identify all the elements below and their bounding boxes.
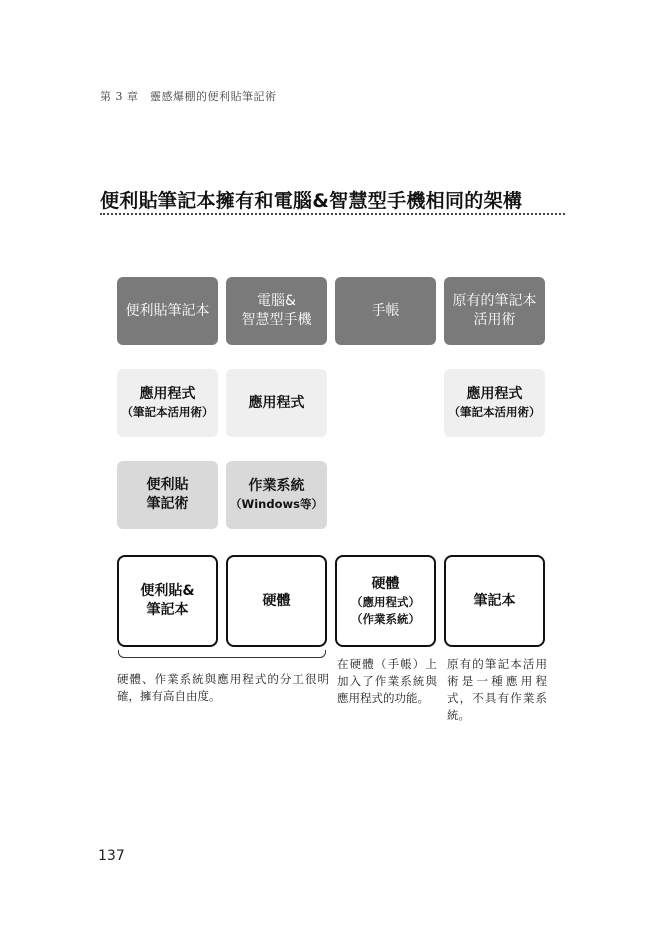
app-box-col4 bbox=[444, 369, 545, 437]
header-box-computer-smartphone bbox=[226, 277, 327, 345]
hardware-sublabel-2: （作業系統） bbox=[351, 611, 420, 626]
hardware-label-line2: 筆記本 bbox=[146, 602, 189, 618]
hardware-box-col1 bbox=[117, 555, 218, 647]
bracket-left-columns bbox=[118, 650, 326, 658]
app-label: 應用程式 bbox=[466, 386, 523, 402]
os-box-col2 bbox=[226, 461, 327, 529]
hardware-label: 硬體 bbox=[371, 575, 400, 592]
os-label-line2: 筆記術 bbox=[146, 496, 189, 512]
hardware-label-line1: 便利貼& bbox=[140, 583, 195, 599]
section-title: 便利貼筆記本擁有和電腦&智慧型手機相同的架構 bbox=[100, 190, 523, 212]
hardware-label: 硬體 bbox=[262, 592, 291, 609]
os-box-col1 bbox=[117, 461, 218, 529]
app-box-col1 bbox=[117, 369, 218, 437]
chapter-header: 第 3 章 靈感爆棚的便利貼筆記術 bbox=[100, 90, 277, 103]
header-label: 便利貼筆記本 bbox=[125, 302, 210, 319]
header-label: 手帳 bbox=[371, 302, 400, 319]
app-label: 應用程式 bbox=[139, 386, 196, 402]
app-sublabel: （筆記本活用術） bbox=[121, 405, 214, 419]
hardware-sublabel-1: （應用程式） bbox=[351, 594, 420, 609]
os-sublabel: （Windows等） bbox=[230, 497, 323, 511]
hardware-box-col3 bbox=[335, 555, 436, 647]
header-box-original-notebook bbox=[444, 277, 545, 345]
os-label: 作業系統 bbox=[248, 478, 305, 494]
note-right: 原有的筆記本活用術是一種應用程式，不具有作業系統。 bbox=[447, 657, 547, 722]
note-left: 硬體、作業系統與應用程式的分工很明確，擁有高自由度。 bbox=[117, 672, 329, 703]
app-label: 應用程式 bbox=[248, 394, 305, 411]
os-label-line1: 便利貼 bbox=[146, 477, 189, 493]
header-label-line2: 智慧型手機 bbox=[241, 312, 312, 328]
hardware-label: 筆記本 bbox=[473, 592, 516, 609]
header-label-line2: 活用術 bbox=[473, 312, 516, 328]
note-middle: 在硬體（手帳）上加入了作業系統與應用程式的功能。 bbox=[337, 657, 437, 705]
app-box-col2 bbox=[226, 369, 327, 437]
header-box-planner bbox=[335, 277, 436, 345]
page-number: 137 bbox=[98, 848, 125, 864]
app-sublabel: （筆記本活用術） bbox=[448, 405, 541, 419]
title-divider bbox=[100, 213, 565, 215]
header-label-line1: 原有的筆記本 bbox=[452, 293, 537, 309]
hardware-box-col4 bbox=[444, 555, 545, 647]
hardware-box-col2 bbox=[226, 555, 327, 647]
header-label-line1: 電腦& bbox=[257, 293, 296, 309]
header-box-sticky-notebook bbox=[117, 277, 218, 345]
